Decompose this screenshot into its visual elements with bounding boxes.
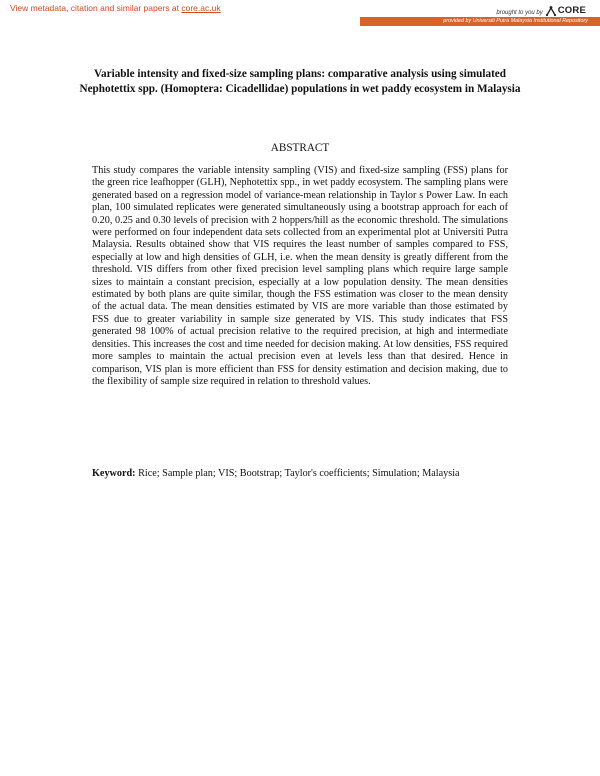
core-brand: CORE [557,5,586,16]
provided-by-bar [360,17,600,26]
provided-by-text: provided by Universiti Putra Malaysia Institutional Repository [443,18,588,24]
brought-to-you-by-core[interactable] [496,2,586,16]
paper-title: Variable intensity and fixed-size sampling plans: comparative analysis using simulated Nephotettix spp. (Homoptera: Cicadellidae) populations in wet paddy ecosystem in Malaysia [79,68,521,95]
core-link-text: View metadata, citation and similar papers at [10,3,182,13]
core-logo-icon [545,4,557,16]
core-metadata-link[interactable] [10,3,221,13]
abstract-body: This study compares the variable intensity sampling (VIS) and fixed-size sampling (FSS) plans for the green rice leafhopper (GLH), Nephotettix spp., in wet paddy ecosystem. The sampling plans were generated based on a regression model of variance-mean relationship in Taylor s Power Law. In each plan, 100 simulated replicates were generated simultaneously using a bootstrap approach for each of 0.20, 0.25 and 0.30 levels of precision with 2 hoppers/hill as the economic threshold. The simulations were performed on four independent data sets collected from an experimental plot at Universiti Putra Malaysia. Results obtained show that VIS requires the least number of samples compared to FSS, especially at low and high densities of GLH, i.e. when the mean density is greatly different from the threshold. VIS differs from other fixed precision level sampling plans which require large sample sizes to maintain a constant precision, especially at a low population density. The mean densities estimated by both plans are quite similar, though the FSS estimation was closer to the mean density of the actual data. The mean densities estimated by VIS are more variable than those estimated by FSS due to greater variability in sample size generated by VIS. This study indicates that FSS generated 98 100% of actual precision relative to the required precision, at high and intermediate densities. This increases the cost and time needed for decision making. At low densities, FSS required more samples to maintain the actual precision even at levels less than that desired. Hence in comparison, VIS plan is more efficient than FSS for density estimation and decision making, due to the flexibility of sample size required in relation to threshold values. [92,165,508,387]
core-link-domain[interactable]: core.ac.uk [181,3,221,13]
keywords-line [92,468,508,480]
core-banner [0,0,600,28]
brought-by-text: brought to you by [496,10,543,16]
abstract-heading: ABSTRACT [270,142,330,154]
keyword-list: Rice; Sample plan; VIS; Bootstrap; Taylor's coefficients; Simulation; Malaysia [138,468,460,479]
keyword-label: Keyword: [92,468,136,479]
